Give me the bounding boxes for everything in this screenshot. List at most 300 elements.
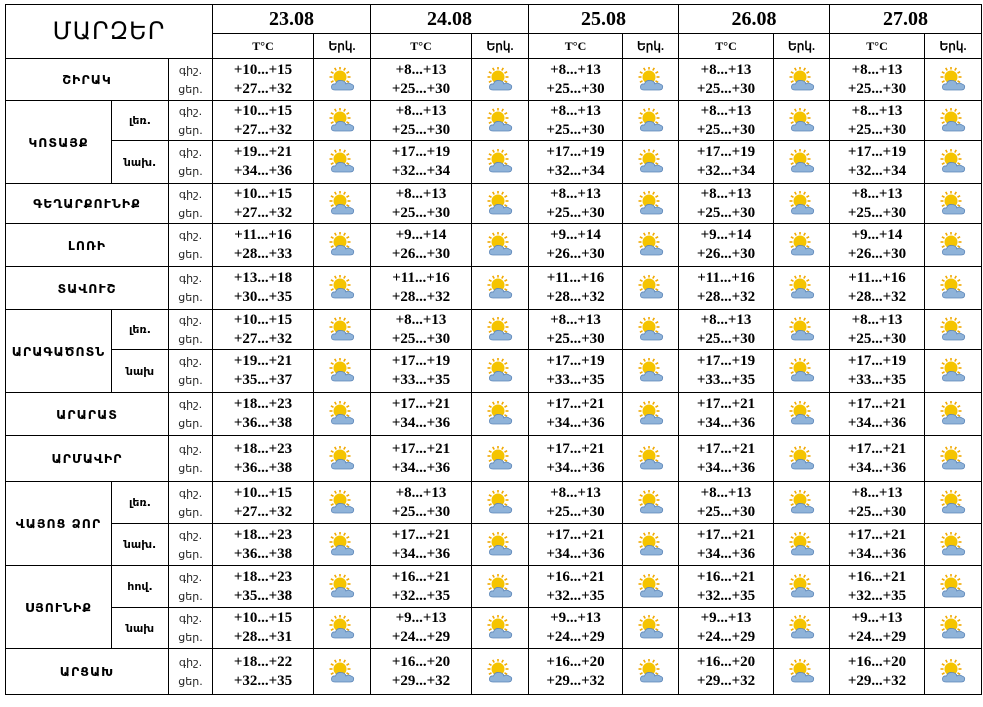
day-temperature: +32...+34 <box>391 163 451 179</box>
temperature-cell <box>213 101 314 141</box>
temperature-cell <box>371 608 472 649</box>
day-temperature: +24...+29 <box>847 629 907 645</box>
night-temperature: +9...+14 <box>550 227 601 243</box>
table-row <box>6 436 982 482</box>
temperature-cell <box>679 224 774 267</box>
day-temperature: +34...+36 <box>546 459 605 476</box>
weather-icon-cell <box>774 649 830 695</box>
day-temperature: +33...+35 <box>546 372 605 388</box>
partly-cloudy-icon <box>787 317 817 343</box>
weather-icon-cell <box>774 141 830 184</box>
partly-cloudy-icon <box>636 659 666 685</box>
subzone-label: նախ. <box>112 141 169 184</box>
weather-icon-cell <box>774 224 830 267</box>
night-temperature: +8...+13 <box>550 484 601 501</box>
weather-icon-cell <box>925 59 982 101</box>
partly-cloudy-icon <box>938 490 968 516</box>
partly-cloudy-icon <box>938 149 968 175</box>
night-temperature: +9...+14 <box>700 227 752 243</box>
night-day-labels <box>169 649 213 695</box>
day-label: ցեր. <box>178 631 203 644</box>
partly-cloudy-icon <box>938 615 968 641</box>
date-header-1: 23.08 <box>213 5 371 34</box>
region-name: ԳԵՂԱՐՔՈՒՆԻՔ <box>6 184 169 224</box>
weather-icon-cell <box>472 350 529 393</box>
day-temperature: +25...+30 <box>391 204 451 221</box>
partly-cloudy-icon <box>787 67 817 93</box>
night-label: գիշ. <box>178 442 203 456</box>
partly-cloudy-icon <box>327 358 357 384</box>
region-name: ԱՐԱՐԱՏ <box>6 393 169 436</box>
region-name: ԱՐՄԱՎԻՐ <box>6 436 169 482</box>
night-temperature: +10...+15 <box>233 61 293 78</box>
temperature-cell <box>679 59 774 101</box>
weather-icon-cell <box>623 59 679 101</box>
night-temperature: +8...+13 <box>851 61 903 78</box>
night-label: գիշ. <box>178 355 203 368</box>
night-day-labels <box>169 524 213 566</box>
night-temperature: +8...+13 <box>700 102 752 119</box>
night-temperature: +8...+13 <box>550 102 601 119</box>
partly-cloudy-icon <box>787 108 817 134</box>
partly-cloudy-icon <box>485 446 515 472</box>
night-temperature: +9...+13 <box>851 610 903 626</box>
partly-cloudy-icon <box>636 401 666 427</box>
partly-cloudy-icon <box>938 659 968 685</box>
night-temperature: +17...+19 <box>391 353 451 369</box>
day-temperature: +34...+36 <box>546 415 605 431</box>
weather-icon-cell <box>925 350 982 393</box>
region-name: ՏԱՎՈՒՇ <box>6 267 169 310</box>
day-temperature: +25...+30 <box>391 121 451 138</box>
partly-cloudy-icon <box>938 532 968 558</box>
weather-column-header: Երկ. <box>623 34 679 59</box>
night-temperature: +11...+16 <box>697 270 755 286</box>
weather-icon-cell <box>623 141 679 184</box>
partly-cloudy-icon <box>787 532 817 558</box>
day-temperature: +35...+38 <box>233 587 293 604</box>
temperature-cell <box>371 566 472 608</box>
day-temperature: +36...+38 <box>233 415 293 431</box>
day-temperature: +35...+37 <box>233 372 293 388</box>
night-temperature: +16...+21 <box>391 568 451 585</box>
weather-icon-cell <box>314 59 371 101</box>
partly-cloudy-icon <box>938 446 968 472</box>
temperature-cell <box>830 310 925 350</box>
partly-cloudy-icon <box>485 401 515 427</box>
partly-cloudy-icon <box>485 191 515 217</box>
weather-icon-cell <box>472 393 529 436</box>
night-temperature: +18...+23 <box>233 440 293 457</box>
partly-cloudy-icon <box>485 358 515 384</box>
night-label: գիշ. <box>178 229 203 242</box>
night-temperature: +18...+22 <box>233 653 293 670</box>
weather-column-header: Երկ. <box>774 34 830 59</box>
partly-cloudy-icon <box>787 659 817 685</box>
weather-icon-cell <box>472 649 529 695</box>
day-temperature: +25...+30 <box>696 503 756 520</box>
temperature-cell <box>529 59 623 101</box>
day-temperature: +34...+36 <box>391 545 451 562</box>
subzone-label: լեռ. <box>112 101 169 141</box>
night-temperature: +8...+13 <box>395 102 447 119</box>
night-temperature: +11...+16 <box>392 270 450 286</box>
partly-cloudy-icon <box>636 317 666 343</box>
weather-icon-cell <box>472 310 529 350</box>
temperature-cell <box>830 566 925 608</box>
partly-cloudy-icon <box>787 446 817 472</box>
temperature-cell <box>529 524 623 566</box>
temperature-cell <box>529 649 623 695</box>
temperature-cell <box>371 267 472 310</box>
partly-cloudy-icon <box>787 191 817 217</box>
weather-icon-cell <box>774 393 830 436</box>
temperature-cell <box>679 141 774 184</box>
night-temperature: +17...+19 <box>391 144 451 160</box>
night-temperature: +10...+15 <box>233 185 293 202</box>
table-row <box>6 350 982 393</box>
day-temperature: +32...+35 <box>546 587 605 604</box>
subzone-label: նախ <box>112 608 169 649</box>
night-temperature: +16...+20 <box>391 653 451 670</box>
night-label: գիշ. <box>178 570 203 584</box>
table-row <box>6 482 982 524</box>
partly-cloudy-icon <box>485 615 515 641</box>
night-temperature: +10...+15 <box>233 610 293 626</box>
night-temperature: +8...+13 <box>395 311 447 328</box>
night-temperature: +10...+15 <box>233 102 293 119</box>
weather-icon-cell <box>925 184 982 224</box>
night-temperature: +8...+13 <box>851 311 903 328</box>
date-header-4: 26.08 <box>679 5 830 34</box>
table-row <box>6 566 982 608</box>
weather-column-header: Երկ. <box>472 34 529 59</box>
weather-icon-cell <box>774 59 830 101</box>
day-temperature: +32...+35 <box>391 587 451 604</box>
table-row <box>6 59 982 101</box>
regions-header: ՄԱՐԶԵՐ <box>6 5 213 59</box>
day-temperature: +34...+36 <box>233 163 293 179</box>
day-temperature: +34...+36 <box>696 545 756 562</box>
weather-icon-cell <box>472 101 529 141</box>
subzone-label: նախ <box>112 350 169 393</box>
day-temperature: +25...+30 <box>546 204 605 221</box>
day-temperature: +34...+36 <box>391 459 451 476</box>
day-label: ցեր. <box>178 165 203 178</box>
region-name: ԱՐԱԳԱԾՈՏՆ <box>6 310 112 393</box>
night-temperature: +8...+13 <box>550 185 601 202</box>
temperature-cell <box>529 224 623 267</box>
partly-cloudy-icon <box>787 232 817 258</box>
night-day-labels <box>169 310 213 350</box>
day-label: ցեր. <box>178 82 203 96</box>
day-temperature: +34...+36 <box>696 459 756 476</box>
night-temperature: +9...+13 <box>550 610 601 626</box>
day-temperature: +25...+30 <box>696 204 756 221</box>
day-temperature: +25...+30 <box>696 330 756 347</box>
day-temperature: +27...+32 <box>233 330 293 347</box>
temperature-cell <box>679 393 774 436</box>
day-label: ցեր. <box>178 417 203 430</box>
partly-cloudy-icon <box>485 532 515 558</box>
day-temperature: +28...+33 <box>233 246 293 262</box>
night-temperature: +17...+19 <box>546 144 605 160</box>
day-temperature: +29...+32 <box>391 672 451 689</box>
night-day-labels <box>169 184 213 224</box>
night-label: գիշ. <box>178 187 203 201</box>
partly-cloudy-icon <box>938 358 968 384</box>
night-temperature: +17...+19 <box>546 353 605 369</box>
day-temperature: +24...+29 <box>696 629 756 645</box>
day-label: ցեր. <box>178 332 203 346</box>
weather-icon-cell <box>623 649 679 695</box>
night-temperature: +8...+13 <box>700 61 752 78</box>
weather-icon-cell <box>774 566 830 608</box>
temperature-cell <box>830 482 925 524</box>
day-temperature: +25...+30 <box>546 503 605 520</box>
region-name: ԿՈՏԱՅՔ <box>6 101 112 184</box>
night-temperature: +8...+13 <box>700 185 752 202</box>
table-row <box>6 267 982 310</box>
date-header-3: 25.08 <box>529 5 679 34</box>
night-label: գիշ. <box>178 486 203 500</box>
day-label: ցեր. <box>178 461 203 475</box>
temperature-cell <box>371 184 472 224</box>
day-temperature: +26...+30 <box>847 246 907 262</box>
temperature-cell <box>529 141 623 184</box>
temperature-cell <box>371 436 472 482</box>
night-temperature: +16...+20 <box>696 653 756 670</box>
weather-icon-cell <box>925 101 982 141</box>
night-day-labels <box>169 393 213 436</box>
partly-cloudy-icon <box>485 232 515 258</box>
night-temperature: +17...+21 <box>696 440 756 457</box>
night-day-labels <box>169 608 213 649</box>
temperature-cell <box>830 141 925 184</box>
night-temperature: +13...+18 <box>233 270 293 286</box>
day-temperature: +24...+29 <box>546 629 605 645</box>
partly-cloudy-icon <box>636 149 666 175</box>
weather-icon-cell <box>472 184 529 224</box>
night-temperature: +8...+13 <box>395 61 447 78</box>
partly-cloudy-icon <box>636 108 666 134</box>
region-name: ՇԻՐԱԿ <box>6 59 169 101</box>
day-temperature: +34...+36 <box>847 415 907 431</box>
region-name: ՎԱՅՈՑ ՁՈՐ <box>6 482 112 566</box>
table-row <box>6 310 982 350</box>
partly-cloudy-icon <box>636 615 666 641</box>
subzone-label: լեռ. <box>112 482 169 524</box>
weather-icon-cell <box>925 224 982 267</box>
night-temperature: +9...+14 <box>851 227 903 243</box>
weather-icon-cell <box>472 224 529 267</box>
temperature-cell <box>830 649 925 695</box>
temperature-cell <box>213 59 314 101</box>
night-temperature: +8...+13 <box>395 484 447 501</box>
temperature-cell <box>830 267 925 310</box>
weather-icon-cell <box>314 267 371 310</box>
temperature-cell <box>679 267 774 310</box>
partly-cloudy-icon <box>327 401 357 427</box>
temperature-cell <box>213 524 314 566</box>
night-label: գիշ. <box>178 272 203 285</box>
night-label: գիշ. <box>178 612 203 625</box>
day-temperature: +28...+32 <box>847 289 907 305</box>
day-temperature: +28...+32 <box>696 289 756 305</box>
day-temperature: +36...+38 <box>233 459 293 476</box>
day-temperature: +25...+30 <box>546 330 605 347</box>
night-temperature: +17...+19 <box>696 353 756 369</box>
day-label: ցեր. <box>178 589 203 603</box>
weather-icon-cell <box>623 184 679 224</box>
temperature-cell <box>213 184 314 224</box>
weather-icon-cell <box>774 608 830 649</box>
night-temperature: +11...+16 <box>848 270 906 286</box>
night-label: գիշ. <box>178 313 203 327</box>
temp-column-header: T°C <box>371 34 472 59</box>
weather-icon-cell <box>623 524 679 566</box>
partly-cloudy-icon <box>327 490 357 516</box>
weather-icon-cell <box>314 224 371 267</box>
weather-icon-cell <box>623 350 679 393</box>
partly-cloudy-icon <box>485 149 515 175</box>
partly-cloudy-icon <box>636 446 666 472</box>
night-temperature: +17...+21 <box>391 440 451 457</box>
night-temperature: +17...+21 <box>546 526 605 543</box>
night-temperature: +8...+13 <box>851 185 903 202</box>
weather-icon-cell <box>472 524 529 566</box>
night-temperature: +17...+21 <box>696 526 756 543</box>
night-day-labels <box>169 436 213 482</box>
temperature-cell <box>830 224 925 267</box>
temperature-cell <box>371 350 472 393</box>
table-row <box>6 101 982 141</box>
weather-column-header: Երկ. <box>925 34 982 59</box>
night-temperature: +10...+15 <box>233 311 293 328</box>
partly-cloudy-icon <box>938 232 968 258</box>
temperature-cell <box>529 566 623 608</box>
temperature-cell <box>371 101 472 141</box>
temperature-cell <box>213 141 314 184</box>
night-temperature: +9...+13 <box>395 610 447 626</box>
partly-cloudy-icon <box>636 490 666 516</box>
temperature-cell <box>371 649 472 695</box>
day-temperature: +26...+30 <box>696 246 756 262</box>
weather-icon-cell <box>774 482 830 524</box>
weather-icon-cell <box>925 524 982 566</box>
temperature-cell <box>679 350 774 393</box>
temperature-cell <box>830 59 925 101</box>
temperature-cell <box>371 224 472 267</box>
weather-icon-cell <box>472 141 529 184</box>
day-temperature: +27...+32 <box>233 204 293 221</box>
day-temperature: +24...+29 <box>391 629 451 645</box>
temperature-cell <box>830 608 925 649</box>
region-name: ՍՅՈՒՆԻՔ <box>6 566 112 649</box>
weather-icon-cell <box>925 482 982 524</box>
night-temperature: +9...+13 <box>700 610 752 626</box>
weather-icon-cell <box>623 267 679 310</box>
day-label: ցեր. <box>178 374 203 387</box>
night-temperature: +8...+13 <box>550 61 601 78</box>
partly-cloudy-icon <box>485 108 515 134</box>
weather-icon-cell <box>774 310 830 350</box>
night-day-labels <box>169 482 213 524</box>
night-label: գիշ. <box>178 146 203 159</box>
table-row <box>6 224 982 267</box>
partly-cloudy-icon <box>327 149 357 175</box>
night-temperature: +17...+19 <box>847 353 907 369</box>
partly-cloudy-icon <box>787 149 817 175</box>
weather-icon-cell <box>774 184 830 224</box>
day-temperature: +32...+35 <box>696 587 756 604</box>
night-temperature: +17...+21 <box>391 396 451 412</box>
day-temperature: +26...+30 <box>391 246 451 262</box>
subzone-label: հով. <box>112 566 169 608</box>
night-temperature: +8...+13 <box>700 484 752 501</box>
night-day-labels <box>169 59 213 101</box>
weather-icon-cell <box>314 608 371 649</box>
temperature-cell <box>213 310 314 350</box>
night-temperature: +10...+15 <box>233 484 293 501</box>
weather-icon-cell <box>623 482 679 524</box>
temperature-cell <box>529 184 623 224</box>
subzone-label: լեռ. <box>112 310 169 350</box>
night-temperature: +17...+19 <box>696 144 756 160</box>
partly-cloudy-icon <box>938 275 968 301</box>
date-header-2: 24.08 <box>371 5 529 34</box>
temperature-cell <box>529 482 623 524</box>
temperature-cell <box>529 393 623 436</box>
weather-icon-cell <box>472 566 529 608</box>
weather-icon-cell <box>314 566 371 608</box>
night-temperature: +16...+21 <box>847 568 907 585</box>
night-temperature: +8...+13 <box>851 484 903 501</box>
night-label: գիշ. <box>178 104 203 118</box>
partly-cloudy-icon <box>938 108 968 134</box>
day-temperature: +32...+35 <box>847 587 907 604</box>
night-temperature: +11...+16 <box>234 227 292 243</box>
day-temperature: +34...+36 <box>696 415 756 431</box>
night-temperature: +16...+21 <box>696 568 756 585</box>
night-day-labels <box>169 101 213 141</box>
night-temperature: +17...+21 <box>696 396 756 412</box>
temperature-cell <box>529 267 623 310</box>
day-temperature: +28...+32 <box>391 289 451 305</box>
night-day-labels <box>169 141 213 184</box>
day-temperature: +25...+30 <box>847 503 907 520</box>
night-label: գիշ. <box>178 398 203 411</box>
partly-cloudy-icon <box>485 275 515 301</box>
day-temperature: +33...+35 <box>696 372 756 388</box>
partly-cloudy-icon <box>787 615 817 641</box>
table-row <box>6 608 982 649</box>
temperature-cell <box>679 101 774 141</box>
day-label: ցեր. <box>178 505 203 519</box>
temperature-cell <box>213 267 314 310</box>
weather-icon-cell <box>925 267 982 310</box>
day-temperature: +25...+30 <box>847 80 907 97</box>
weather-icon-cell <box>314 524 371 566</box>
temperature-cell <box>213 224 314 267</box>
day-label: ցեր. <box>178 547 203 561</box>
weather-icon-cell <box>925 608 982 649</box>
day-temperature: +32...+35 <box>233 672 293 689</box>
partly-cloudy-icon <box>938 317 968 343</box>
partly-cloudy-icon <box>636 232 666 258</box>
day-temperature: +27...+32 <box>233 121 293 138</box>
day-temperature: +34...+36 <box>546 545 605 562</box>
